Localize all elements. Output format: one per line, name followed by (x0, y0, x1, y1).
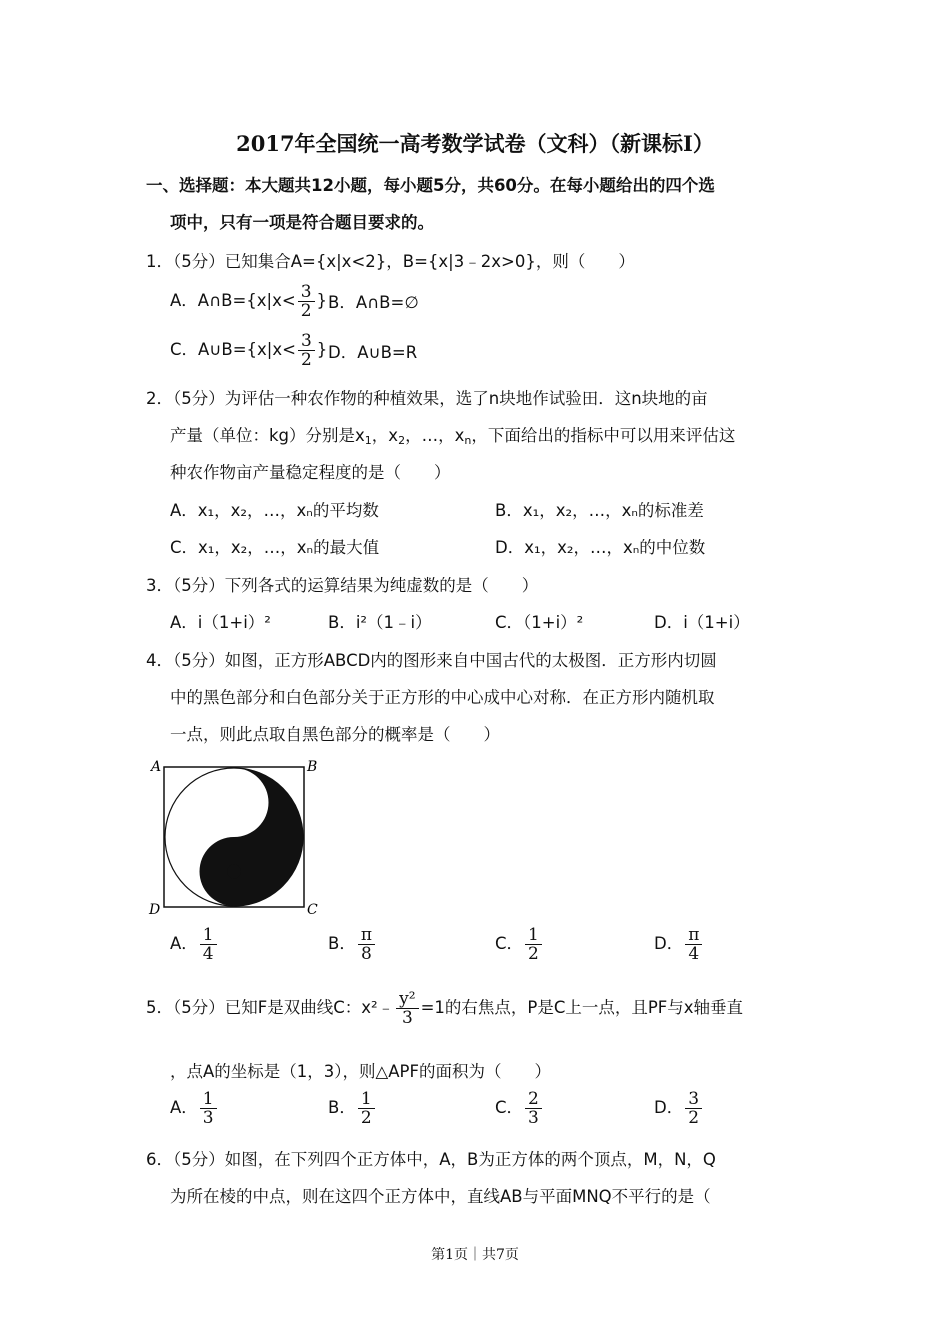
question-3-stem: 3．（5分）下列各式的运算结果为纯虚数的是（ ） (146, 576, 539, 595)
question-5-option-d: D． $\frac{3}{2}$ (654, 1090, 704, 1127)
question-6-line1: 6．（5分）如图，在下列四个正方体中，A，B为正方体的两个顶点，M，N，Q (146, 1150, 716, 1169)
question-5-line2: ，点A的坐标是（1，3），则△APF的面积为（ ） (170, 1062, 551, 1081)
page-title: 2017年全国统一高考数学试卷（文科）（新课标Ⅰ） (236, 131, 714, 156)
black-dot (227, 865, 241, 879)
question-2-line1: 2．（5分）为评估一种农作物的种植效果，选了n块地作试验田．这n块地的亩 (146, 389, 708, 408)
question-1-option-c: C．A∪B={x|x< $\frac{3}{2}$ } (170, 331, 328, 370)
question-2-line2: 产量（单位：kg）分别是$x_1$，$x_2$，…，$x_n$，下面给出的指标中可以用来评估这 (170, 426, 736, 447)
question-4-option-b: B． $\frac{\pi}{8}$ (328, 926, 377, 963)
question-5-option-b: B． $\frac{1}{2}$ (328, 1090, 377, 1127)
question-3-option-c: C．（1+i）² (495, 613, 584, 632)
question-2-option-b: B．x₁，x₂，…，xₙ的标准差 (495, 501, 704, 520)
option-c-text: C．A∪B={x|x< (170, 340, 296, 359)
question-1-option-d: D．A∪B=R (328, 343, 418, 362)
taiji-diagram (145, 755, 325, 920)
fraction: $\frac{3}{2}$ (298, 283, 315, 320)
question-4-option-c: C． $\frac{1}{2}$ (495, 926, 544, 963)
question-4-line2: 中的黑色部分和白色部分关于正方形的中心成中心对称．在正方形内随机取 (170, 688, 715, 707)
question-3-option-d: D．i（1+i） (654, 613, 750, 632)
question-5-option-a: A． $\frac{1}{3}$ (170, 1090, 219, 1127)
taiji-figure (145, 755, 325, 924)
vertex-c-label: C (307, 902, 318, 918)
question-3-option-b: B．i²（1﹣i） (328, 613, 432, 632)
question-2-option-c: C．x₁，x₂，…，xₙ的最大值 (170, 538, 380, 557)
section-heading-line1: 一、选择题：本大题共12小题，每小题5分，共60分。在每小题给出的四个选 (146, 176, 715, 195)
question-4-line1: 4．（5分）如图，正方形ABCD内的图形来自中国古代的太极图．正方形内切圆 (146, 651, 717, 670)
question-2-option-a: A．x₁，x₂，…，xₙ的平均数 (170, 501, 379, 520)
fraction: $\frac{3}{2}$ (298, 332, 315, 369)
question-4-line3: 一点，则此点取自黑色部分的概率是（ ） (170, 725, 500, 744)
vertex-b-label: B (307, 759, 318, 775)
question-1-stem: 1．（5分）已知集合A={x|x<2}，B={x|3﹣2x>0}，则（ ） (146, 252, 635, 271)
question-6-line2: 为所在棱的中点，则在这四个正方体中，直线AB与平面MNQ不平行的是（ (170, 1187, 711, 1206)
vertex-d-label: D (149, 902, 161, 918)
vertex-a-label: A (151, 759, 162, 775)
question-5-line1: 5．（5分）已知F是双曲线C：x²﹣ $\frac{\text{y²}}{3}$ =1的右焦点，P是C上一点，且PF与x轴垂直 (146, 989, 744, 1028)
question-2-line3: 种农作物亩产量稳定程度的是（ ） (170, 463, 451, 482)
question-4-option-d: D． $\frac{\pi}{4}$ (654, 926, 704, 963)
question-4-option-a: A． $\frac{1}{4}$ (170, 926, 219, 963)
white-dot (227, 796, 241, 810)
question-3-option-a: A．i（1+i）² (170, 613, 271, 632)
page-footer: 第1页｜共7页 (431, 1247, 519, 1263)
question-5-option-c: C． $\frac{2}{3}$ (495, 1090, 544, 1127)
question-2-option-d: D．x₁，x₂，…，xₙ的中位数 (495, 538, 706, 557)
option-a-text: A．A∩B={x|x< (170, 291, 296, 310)
question-1-option-b: B．A∩B=∅ (328, 293, 419, 312)
section-heading-line2: 项中，只有一项是符合题目要求的。 (170, 213, 434, 232)
question-1-option-a: A．A∩B={x|x< $\frac{3}{2}$ } (170, 282, 328, 321)
